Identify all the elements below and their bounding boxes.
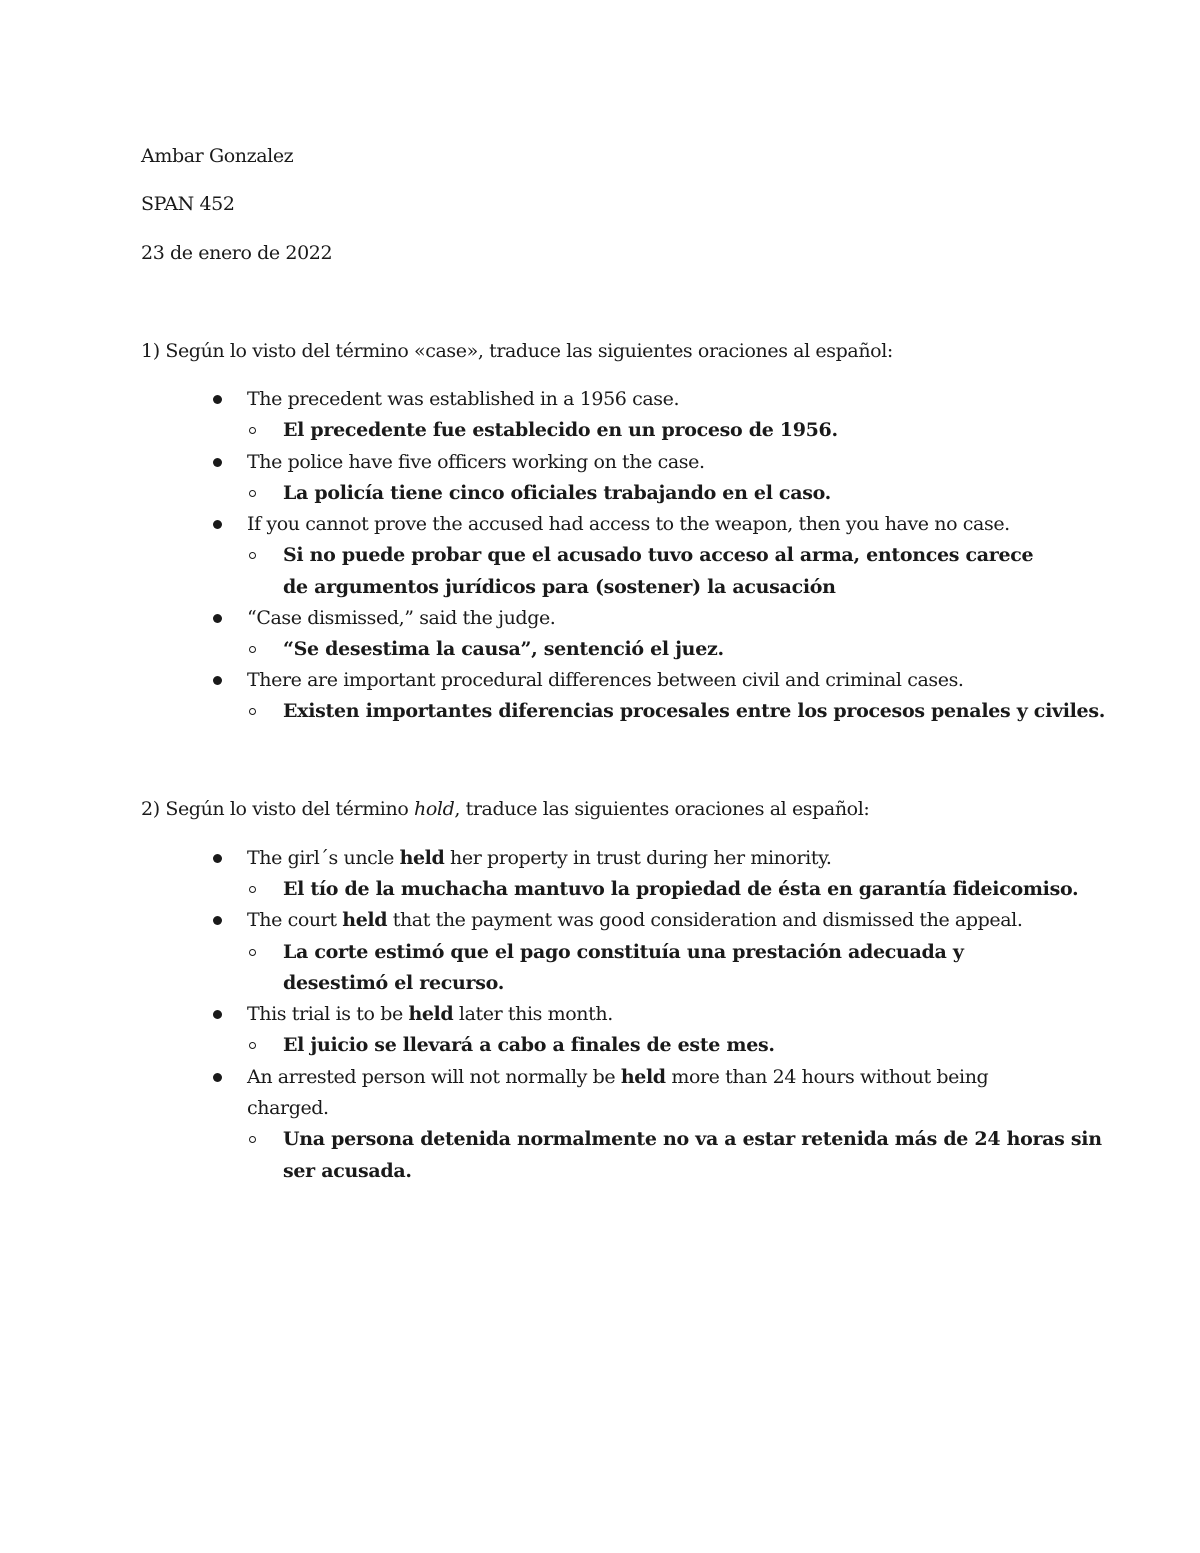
spanish-translation: Si no puede probar que el acusado tuvo acceso al arma, entonces carece (283, 544, 1034, 566)
assignment-date: 23 de enero de 2022 (141, 242, 333, 264)
spanish-translation: Existen importantes diferencias procesales entre los procesos penales y civiles. (283, 700, 1106, 722)
bullet-icon (213, 916, 222, 925)
bullet-icon (213, 520, 222, 529)
english-sentence: “Case dismissed,” said the judge. (247, 607, 556, 629)
hollow-bullet-icon (249, 646, 256, 653)
english-sentence: There are important procedural differences between civil and criminal cases. (247, 669, 964, 691)
bullet-icon (213, 614, 222, 623)
hollow-bullet-icon (249, 552, 256, 559)
spanish-translation: El tío de la muchacha mantuvo la propiedad de ésta en garantía fideicomiso. (283, 878, 1079, 900)
english-sentence: If you cannot prove the accused had access to the weapon, then you have no case. (247, 513, 1010, 535)
section2-prompt-start: 2) Según lo visto del término (141, 798, 415, 820)
author-name: Ambar Gonzalez (141, 145, 294, 167)
section2-prompt-end: , traduce las siguientes oraciones al español: (454, 798, 870, 820)
hollow-bullet-icon (249, 490, 256, 497)
spanish-translation: El juicio se llevará a cabo a finales de este mes. (283, 1034, 775, 1056)
spanish-translation: La corte estimó que el pago constituía una prestación adecuada y (283, 941, 964, 963)
spanish-translation-continued: de argumentos jurídicos para (sostener) la acusación (283, 576, 836, 598)
english-sentence: The girl´s uncle held her property in trust during her minority. (247, 847, 832, 869)
hollow-bullet-icon (249, 886, 256, 893)
spanish-translation: La policía tiene cinco oficiales trabajando en el caso. (283, 482, 831, 504)
spanish-translation: Una persona detenida normalmente no va a estar retenida más de 24 horas sin (283, 1128, 1102, 1150)
section2-prompt-term: hold (414, 798, 455, 820)
bullet-icon (213, 395, 222, 404)
section2-prompt (141, 797, 869, 821)
english-sentence: The police have five officers working on the case. (247, 451, 705, 473)
english-sentence: An arrested person will not normally be held more than 24 hours without being (247, 1066, 989, 1088)
hollow-bullet-icon (249, 708, 256, 715)
hollow-bullet-icon (249, 427, 256, 434)
spanish-translation-continued: desestimó el recurso. (283, 972, 505, 994)
bullet-icon (213, 676, 222, 685)
hollow-bullet-icon (249, 1136, 256, 1143)
bullet-icon (213, 1073, 222, 1082)
bullet-icon (213, 1010, 222, 1019)
hollow-bullet-icon (249, 1042, 256, 1049)
spanish-translation-continued: ser acusada. (283, 1160, 412, 1182)
english-sentence: This trial is to be held later this month. (247, 1003, 613, 1025)
section1-prompt: 1) Según lo visto del término «case», traduce las siguientes oraciones al español: (141, 340, 893, 362)
hollow-bullet-icon (249, 949, 256, 956)
english-sentence: The court held that the payment was good consideration and dismissed the appeal. (247, 909, 1023, 931)
course-code: SPAN 452 (141, 193, 235, 215)
english-sentence: The precedent was established in a 1956 case. (247, 388, 680, 410)
spanish-translation: “Se desestima la causa”, sentenció el juez. (283, 638, 724, 660)
bullet-icon (213, 854, 222, 863)
bullet-icon (213, 458, 222, 467)
english-sentence-continued: charged. (247, 1097, 329, 1119)
spanish-translation: El precedente fue establecido en un proceso de 1956. (283, 419, 838, 441)
